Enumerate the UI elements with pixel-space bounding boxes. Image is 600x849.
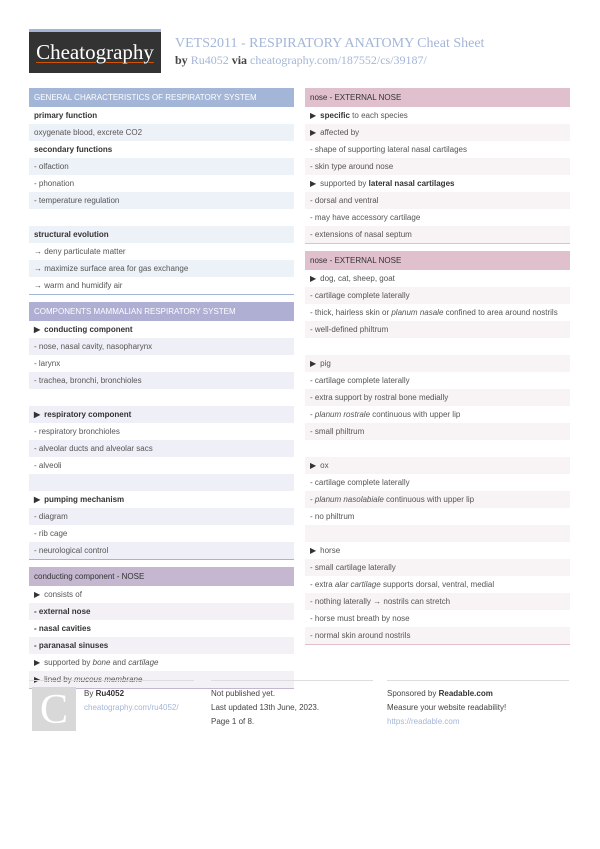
sponsor-name[interactable]: Readable.com [438, 689, 493, 698]
author-url-link[interactable]: cheatography.com/ru4052/ [84, 703, 179, 712]
list-item: ▶ respiratory component [29, 406, 294, 423]
triangle-right-icon: ▶ [310, 274, 317, 283]
list-item: - normal skin around nostrils [305, 627, 570, 644]
triangle-right-icon: ▶ [310, 461, 317, 470]
list-item: - trachea, bronchi, bronchioles [29, 372, 294, 389]
block-title: COMPONENTS MAMMALIAN RESPIRATORY SYSTEM [29, 302, 294, 321]
list-item: - thick, hairless skin or planum nasale confined to area around nostrils [305, 304, 570, 321]
avatar: C [32, 687, 76, 731]
external-nose-block-1 [305, 88, 570, 244]
cheatography-logo[interactable] [29, 29, 161, 73]
list-item: ▶ specific to each species [305, 107, 570, 124]
list-item: secondary functions [29, 141, 294, 158]
list-item: - planum nasolabiale continuous with upper lip [305, 491, 570, 508]
sponsor-line: Sponsored by Readable.com [387, 689, 493, 698]
list-item: - larynx [29, 355, 294, 372]
list-item: - cartilage complete laterally [305, 287, 570, 304]
list-item: - temperature regulation [29, 192, 294, 209]
list-item: ▶ horse [305, 542, 570, 559]
list-item: - dorsal and ventral [305, 192, 570, 209]
empty-row [29, 389, 294, 406]
block-title: nose - EXTERNAL NOSE [305, 251, 570, 270]
triangle-right-icon: ▶ [34, 410, 41, 419]
list-item: - planum rostrale continuous with upper lip [305, 406, 570, 423]
triangle-right-icon: ▶ [310, 359, 317, 368]
list-item: ▶ lined by mucous membrane [29, 671, 294, 688]
list-item: - paranasal sinuses [29, 637, 294, 654]
right-column [305, 88, 570, 652]
triangle-right-icon: ▶ [310, 111, 317, 120]
list-item: structural evolution [29, 226, 294, 243]
published-status: Not published yet. [211, 689, 276, 698]
list-item: - cartilage complete laterally [305, 372, 570, 389]
list-item: ▶ pumping mechanism [29, 491, 294, 508]
block-title: conducting component - NOSE [29, 567, 294, 586]
block-title: GENERAL CHARACTERISTICS OF RESPIRATORY SYSTEM [29, 88, 294, 107]
list-item: - no philtrum [305, 508, 570, 525]
list-item: ▶ pig [305, 355, 570, 372]
list-item: - alveolar ducts and alveolar sacs [29, 440, 294, 457]
list-item: primary function [29, 107, 294, 124]
triangle-right-icon: ▶ [34, 325, 41, 334]
author-name-link[interactable]: Ru4052 [95, 689, 125, 698]
list-item: - cartilage complete laterally [305, 474, 570, 491]
components-block [29, 302, 294, 560]
list-item: - rib cage [29, 525, 294, 542]
sponsor-url-link[interactable]: https://readable.com [387, 717, 460, 726]
empty-row [305, 525, 570, 542]
list-item: ▶ dog, cat, sheep, goat [305, 270, 570, 287]
list-item: → deny particulate matter [29, 243, 294, 260]
list-item: - respiratory bronchioles [29, 423, 294, 440]
triangle-right-icon: ▶ [34, 495, 41, 504]
list-item: - nothing laterally → nostrils can stretch [305, 593, 570, 610]
triangle-right-icon: ▶ [34, 675, 41, 684]
byline [175, 53, 427, 68]
empty-row [305, 440, 570, 457]
triangle-right-icon: ▶ [34, 658, 41, 667]
list-item: - nose, nasal cavity, nasopharynx [29, 338, 294, 355]
list-item: - phonation [29, 175, 294, 192]
list-item: - well-defined philtrum [305, 321, 570, 338]
list-item: - extensions of nasal septum [305, 226, 570, 243]
page-number: Page 1 of 8. [211, 717, 255, 726]
list-item: - extra alar cartilage supports dorsal, ventral, medial [305, 576, 570, 593]
block-title: nose - EXTERNAL NOSE [305, 88, 570, 107]
author-link[interactable]: Ru4052 [190, 53, 229, 67]
sponsor-tagline: Measure your website readability! [387, 703, 507, 712]
conducting-nose-block [29, 567, 294, 689]
by-label: by [175, 53, 188, 67]
general-characteristics-block [29, 88, 294, 295]
left-column [29, 88, 294, 696]
footer-sponsor [387, 680, 569, 729]
list-item: - diagram [29, 508, 294, 525]
triangle-right-icon: ▶ [34, 590, 41, 599]
list-item: - extra support by rostral bone medially [305, 389, 570, 406]
list-item: - skin type around nose [305, 158, 570, 175]
list-item: ▶ supported by lateral nasal cartilages [305, 175, 570, 192]
list-item: - alveoli [29, 457, 294, 474]
list-item: → warm and humidify air [29, 277, 294, 294]
sheet-url-link[interactable]: cheatography.com/187552/cs/39187/ [250, 53, 427, 67]
triangle-right-icon: ▶ [310, 546, 317, 555]
page-title: VETS2011 - RESPIRATORY ANATOMY Cheat Sheet [175, 36, 485, 51]
list-item: - olfaction [29, 158, 294, 175]
triangle-right-icon: ▶ [310, 128, 317, 137]
logo-text: Cheatography [36, 40, 154, 64]
last-updated: Last updated 13th June, 2023. [211, 703, 320, 712]
footer-meta [211, 680, 373, 729]
external-nose-block-2 [305, 251, 570, 645]
list-item: ▶ conducting component [29, 321, 294, 338]
list-item: - nasal cavities [29, 620, 294, 637]
list-item: ▶ consists of [29, 586, 294, 603]
empty-row [29, 474, 294, 491]
triangle-right-icon: ▶ [310, 179, 317, 188]
empty-row [305, 338, 570, 355]
list-item: - small cartilage laterally [305, 559, 570, 576]
list-item: - external nose [29, 603, 294, 620]
list-item: oxygenate blood, excrete CO2 [29, 124, 294, 141]
list-item: ▶ supported by bone and cartilage [29, 654, 294, 671]
list-item: - small philtrum [305, 423, 570, 440]
via-label: via [231, 53, 248, 67]
list-item: - may have accessory cartilage [305, 209, 570, 226]
list-item: - horse must breath by nose [305, 610, 570, 627]
list-item: ▶ affected by [305, 124, 570, 141]
footer-author [29, 680, 194, 733]
list-item: - shape of supporting lateral nasal cartilages [305, 141, 570, 158]
empty-row [29, 209, 294, 226]
list-item: ▶ ox [305, 457, 570, 474]
list-item: - neurological control [29, 542, 294, 559]
list-item: → maximize surface area for gas exchange [29, 260, 294, 277]
author-line: By Ru4052 [84, 689, 125, 698]
